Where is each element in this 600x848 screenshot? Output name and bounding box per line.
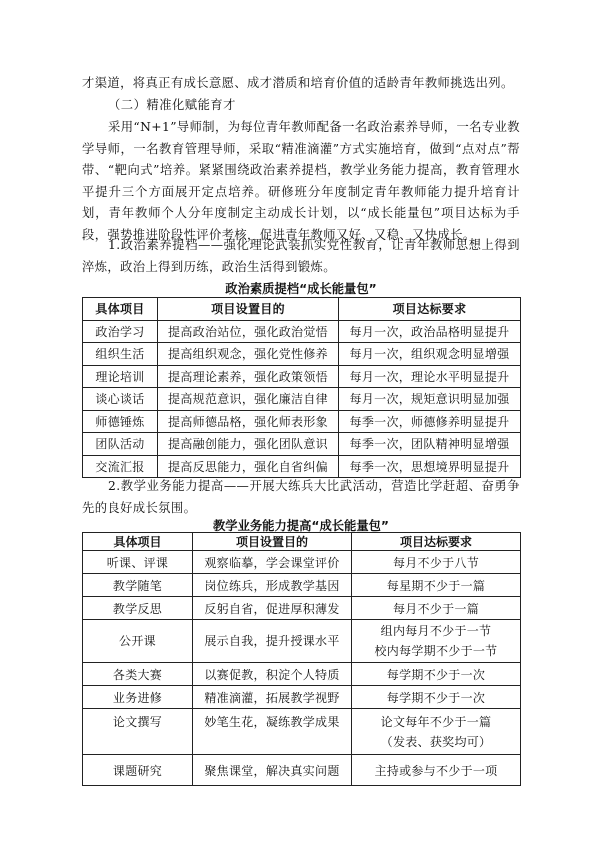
cell-item: 教学反思 (83, 597, 193, 620)
cell-item: 公开课 (83, 620, 193, 663)
cell-item: 团队活动 (83, 433, 158, 456)
table-row (83, 365, 521, 388)
cell-requirement (352, 620, 521, 663)
header-item: 具体项目 (83, 533, 193, 551)
requirement-line: 组内每月不少于一节 (380, 624, 492, 638)
cell-requirement: 每学期不少于一次 (352, 663, 521, 686)
cell-purpose: 提高政治站位，强化政治觉悟 (158, 320, 339, 343)
cell-item: 理论培训 (83, 365, 158, 388)
cell-purpose: 聚焦课堂，解决真实问题 (193, 755, 352, 786)
cell-purpose: 提高组织观念，强化党性修养 (158, 343, 339, 366)
section-heading: （二）精准化赋能育才 (108, 98, 236, 112)
table2-title: 教学业务能力提高“成长能量包” (212, 519, 390, 533)
requirement-line: 论文每年不少于一篇 (380, 714, 492, 729)
cell-purpose: 提高反思能力，强化自省纠偏 (158, 455, 339, 478)
table-row (83, 663, 521, 686)
table-row (83, 433, 521, 456)
cell-requirement: 每季一次，师德修养明显提升 (339, 410, 521, 433)
cell-purpose: 精准滴灌，拓展教学视野 (193, 686, 352, 709)
table-header-row (83, 533, 521, 551)
table-row (83, 410, 521, 433)
paragraph-main: 采用“N+1”导师制，为每位青年教师配备一名政治素养导师，一名专业教学导师，一名教育管理导师，采取“精准滴灌”方式实施培育，做到“点对点”帮带、“靶向式”培养。紧紧围绕政治素养提档，教学业务能力提高，教育管理水平提升三个方面展开定点培养。研修班分年度制定青年教师能力提升培育计划，青年教师个人分年度制定主动成长计划，以“成长能量包”项目达标为手段，强势推进阶段性评价考核，促进青年教师又好、又稳、又快成长。 (82, 120, 520, 242)
cell-requirement: 每月一次，政治品格明显提升 (339, 320, 521, 343)
table-header-row (83, 298, 521, 321)
cell-requirement: 每月不少于一篇 (352, 597, 521, 620)
cell-item: 谈心谈话 (83, 388, 158, 411)
cell-requirement: 每月一次，规矩意识明显加强 (339, 388, 521, 411)
cell-purpose: 提高融创能力，强化团队意识 (158, 433, 339, 456)
table1-title: 政治素质提档“成长能量包” (225, 282, 377, 296)
cell-item: 政治学习 (83, 320, 158, 343)
cell-item: 交流汇报 (83, 455, 158, 478)
header-item: 具体项目 (83, 298, 158, 321)
table-row (83, 597, 521, 620)
table-row (83, 620, 521, 663)
table-teaching-ability (82, 532, 521, 786)
paragraph-intro-tail: 才渠道，将真正有成长意愿、成才潜质和培育价值的适龄青年教师挑选出列。 (82, 76, 514, 90)
cell-requirement: 每月一次，组织观念明显增强 (339, 343, 521, 366)
cell-item: 教学随笔 (83, 574, 193, 597)
cell-requirement: 每月一次，理论水平明显提升 (339, 365, 521, 388)
cell-purpose: 岗位练兵，形成教学基因 (193, 574, 352, 597)
header-requirement: 项目达标要求 (339, 298, 521, 321)
cell-item: 论文撰写 (83, 709, 193, 755)
requirement-line: 校内每学期不少于一节 (374, 644, 498, 658)
table-row (83, 709, 521, 755)
cell-item: 组织生活 (83, 343, 158, 366)
table-row (83, 755, 521, 786)
paragraph-point-2: 2.教学业务能力提高——开展大练兵大比武活动，营造比学赶超、奋勇争先的良好成长氛围。 (82, 479, 520, 515)
cell-requirement: 每学期不少于一次 (352, 686, 521, 709)
cell-requirement (352, 709, 521, 755)
table-row (83, 574, 521, 597)
header-purpose: 项目设置目的 (158, 298, 339, 321)
cell-requirement: 每星期不少于一篇 (352, 574, 521, 597)
cell-item: 各类大赛 (83, 663, 193, 686)
table-row (83, 551, 521, 574)
table-row (83, 455, 521, 478)
cell-purpose: 反躬自省，促进厚积薄发 (193, 597, 352, 620)
table-row (83, 320, 521, 343)
table-row (83, 343, 521, 366)
cell-purpose: 提高师德品格，强化师表形象 (158, 410, 339, 433)
cell-requirement: 每季一次，团队精神明显增强 (339, 433, 521, 456)
cell-item: 业务进修 (83, 686, 193, 709)
cell-item: 听课、评课 (83, 551, 193, 574)
table-row (83, 686, 521, 709)
cell-requirement: 每月不少于八节 (352, 551, 521, 574)
table-political-quality (82, 297, 521, 478)
cell-purpose: 展示自我，提升授课水平 (193, 620, 352, 663)
table-row (83, 388, 521, 411)
cell-requirement: 主持或参与不少于一项 (352, 755, 521, 786)
cell-purpose: 妙笔生花，凝练教学成果 (193, 709, 352, 755)
paragraph-point-1: 1.政治素养提档——强化理论武装抓实党性教育，让青年教师思想上得到淬炼，政治上得到历练，政治生活得到锻炼。 (82, 238, 520, 274)
header-purpose: 项目设置目的 (193, 533, 352, 551)
cell-purpose: 提高规范意识，强化廉洁自律 (158, 388, 339, 411)
cell-purpose: 提高理论素养，强化政策领悟 (158, 365, 339, 388)
cell-purpose: 观察临摹，学会课堂评价 (193, 551, 352, 574)
header-requirement: 项目达标要求 (352, 533, 521, 551)
cell-requirement: 每季一次，思想境界明显提升 (339, 455, 521, 478)
cell-purpose: 以赛促教，积淀个人特质 (193, 663, 352, 686)
requirement-line: （发表、获奖均可） (380, 734, 492, 749)
cell-item: 师德锤炼 (83, 410, 158, 433)
cell-item: 课题研究 (83, 755, 193, 786)
